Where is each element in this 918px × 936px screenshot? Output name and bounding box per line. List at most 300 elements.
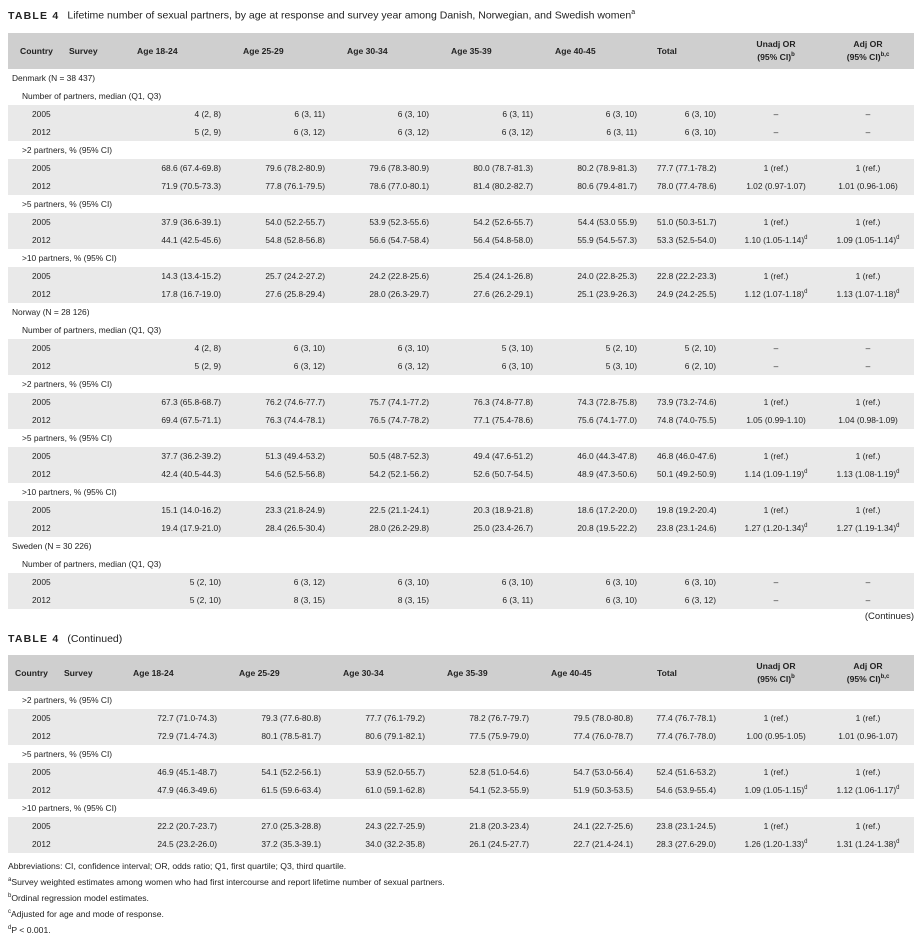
section-label: >10 partners, % (95% CI)	[22, 487, 117, 497]
value-cell: 73.9 (73.2-74.6)	[657, 393, 730, 411]
or-value: 1.09 (1.05-1.15)	[744, 785, 805, 795]
header-country-survey	[8, 33, 137, 69]
value-cell: 6 (3, 12)	[345, 357, 449, 375]
footnote	[8, 921, 445, 936]
header-survey: Survey	[68, 46, 98, 56]
table-row	[8, 465, 914, 483]
continues-note: (Continues)	[864, 611, 914, 622]
section-label: >10 partners, % (95% CI)	[22, 803, 117, 813]
value-cell: 48.9 (47.3-50.6)	[553, 465, 657, 483]
value-cell: 75.7 (74.1-77.2)	[345, 393, 449, 411]
survey-year-cell: 2012	[8, 781, 133, 799]
unadj-or-cell	[730, 177, 822, 195]
or-value: 1.31 (1.24-1.38)	[836, 839, 897, 849]
value-cell: 19.4 (17.9-21.0)	[137, 519, 241, 537]
header-total: Total	[653, 655, 730, 691]
unadj-or-cell	[730, 285, 822, 303]
value-cell: 76.3 (74.8-77.8)	[449, 393, 553, 411]
value-cell: 77.4 (76.7-78.0)	[653, 727, 730, 745]
value-cell: 56.6 (54.7-58.4)	[345, 231, 449, 249]
or-value: 1 (ref.)	[763, 217, 789, 227]
or-value: –	[773, 109, 779, 119]
section-row	[8, 87, 914, 105]
unadj-or-cell	[730, 465, 822, 483]
value-cell: 5 (2, 10)	[553, 339, 657, 357]
value-cell: 78.0 (77.4-78.6)	[657, 177, 730, 195]
section-row	[8, 691, 914, 709]
survey-year-cell: 2005	[8, 763, 133, 781]
value-cell: 44.1 (42.5-45.6)	[137, 231, 241, 249]
table-row	[8, 447, 914, 465]
survey-year-cell: 2005	[8, 447, 137, 465]
survey-year-cell: 2005	[8, 817, 133, 835]
header-age: Age 18-24	[137, 33, 241, 69]
adj-or-cell	[822, 339, 914, 357]
value-cell: 20.3 (18.9-21.8)	[449, 501, 553, 519]
or-value: 1.13 (1.07-1.18)	[836, 289, 897, 299]
or-value: 1 (ref.)	[855, 451, 881, 461]
header-age: Age 40-45	[549, 655, 653, 691]
or-value: 1 (ref.)	[763, 767, 789, 777]
value-cell: 6 (3, 10)	[449, 573, 553, 591]
section-row	[8, 555, 914, 573]
footnote	[8, 859, 445, 873]
country-label: Sweden (N = 30 226)	[12, 541, 92, 551]
footnotes	[8, 859, 445, 936]
table-label: TABLE 4	[8, 633, 60, 645]
header-age: Age 35-39	[445, 655, 549, 691]
or-value: 1 (ref.)	[763, 505, 789, 515]
adj-or-cell	[822, 357, 914, 375]
or-value: 1.05 (0.99-1.10)	[746, 415, 806, 425]
value-cell: 54.6 (52.5-56.8)	[241, 465, 345, 483]
survey-year-cell: 2005	[8, 213, 137, 231]
unadj-or-cell	[730, 573, 822, 591]
survey-year-cell: 2012	[8, 177, 137, 195]
section-row	[8, 321, 914, 339]
adj-or-cell	[822, 285, 914, 303]
survey-year-cell: 2005	[8, 267, 137, 285]
section-label: >10 partners, % (95% CI)	[22, 253, 117, 263]
value-cell: 6 (3, 10)	[657, 123, 730, 141]
table-title-continued	[8, 633, 122, 645]
value-cell: 5 (2, 10)	[137, 573, 241, 591]
adj-or-cell	[822, 159, 914, 177]
adj-or-cell	[822, 817, 914, 835]
value-cell: 74.8 (74.0-75.5)	[657, 411, 730, 429]
value-cell: 42.4 (40.5-44.3)	[137, 465, 241, 483]
value-cell: 76.3 (74.4-78.1)	[241, 411, 345, 429]
survey-year-cell: 2012	[8, 285, 137, 303]
adj-or-cell	[822, 501, 914, 519]
header-total: Total	[657, 33, 730, 69]
footnote-marker: d	[896, 235, 900, 242]
header-adj-or: Adj OR (95% CI)$^{b,c}$	[822, 33, 914, 69]
header-country-survey	[8, 655, 133, 691]
or-value: 1.26 (1.20-1.33)	[744, 839, 805, 849]
table-row	[8, 519, 914, 537]
header-age: Age 25-29	[241, 33, 345, 69]
footnote-marker: d	[896, 289, 900, 296]
footnote-marker: d	[896, 785, 900, 792]
header-age: Age 30-34	[345, 33, 449, 69]
value-cell: 75.6 (74.1-77.0)	[553, 411, 657, 429]
value-cell: 54.8 (52.8-56.8)	[241, 231, 345, 249]
value-cell: 27.0 (25.3-28.8)	[237, 817, 341, 835]
value-cell: 25.4 (24.1-26.8)	[449, 267, 553, 285]
unadj-or-cell	[730, 817, 822, 835]
or-value: 1 (ref.)	[855, 713, 881, 723]
table-row	[8, 213, 914, 231]
or-value: 1 (ref.)	[763, 163, 789, 173]
or-value: 1.27 (1.20-1.34)	[744, 523, 805, 533]
footnote-marker: d	[896, 839, 900, 846]
table-header-row	[8, 33, 914, 69]
section-row	[8, 483, 914, 501]
adj-or-cell	[822, 123, 914, 141]
section-label: Number of partners, median (Q1, Q3)	[22, 559, 162, 569]
or-value: 1 (ref.)	[855, 217, 881, 227]
or-value: 1 (ref.)	[855, 397, 881, 407]
value-cell: 71.9 (70.5-73.3)	[137, 177, 241, 195]
section-row	[8, 249, 914, 267]
value-cell: 6 (3, 12)	[241, 357, 345, 375]
or-value: 1 (ref.)	[855, 505, 881, 515]
value-cell: 52.8 (51.0-54.6)	[445, 763, 549, 781]
value-cell: 5 (2, 10)	[657, 339, 730, 357]
value-cell: 6 (3, 10)	[657, 105, 730, 123]
value-cell: 5 (3, 10)	[553, 357, 657, 375]
unadj-or-cell	[730, 763, 822, 781]
or-value: 1.02 (0.97-1.07)	[746, 181, 806, 191]
value-cell: 25.7 (24.2-27.2)	[241, 267, 345, 285]
section-row	[8, 195, 914, 213]
unadj-or-cell	[730, 709, 822, 727]
value-cell: 55.9 (54.5-57.3)	[553, 231, 657, 249]
footnote-marker: b	[8, 892, 12, 899]
table-row	[8, 501, 914, 519]
value-cell: 24.3 (22.7-25.9)	[341, 817, 445, 835]
footnote-text: Ordinal regression model estimates.	[11, 892, 149, 903]
value-cell: 77.1 (75.4-78.6)	[449, 411, 553, 429]
value-cell: 77.8 (76.1-79.5)	[241, 177, 345, 195]
section-row	[8, 745, 914, 763]
section-row	[8, 375, 914, 393]
value-cell: 15.1 (14.0-16.2)	[137, 501, 241, 519]
value-cell: 46.0 (44.3-47.8)	[553, 447, 657, 465]
value-cell: 23.3 (21.8-24.9)	[241, 501, 345, 519]
survey-year-cell: 2012	[8, 591, 137, 609]
value-cell: 17.8 (16.7-19.0)	[137, 285, 241, 303]
or-value: 1.12 (1.06-1.17)	[836, 785, 897, 795]
adj-or-cell	[822, 709, 914, 727]
value-cell: 22.7 (21.4-24.1)	[549, 835, 653, 853]
value-cell: 5 (3, 10)	[449, 339, 553, 357]
value-cell: 6 (2, 10)	[657, 357, 730, 375]
or-value: 1 (ref.)	[855, 271, 881, 281]
value-cell: 56.4 (54.8-58.0)	[449, 231, 553, 249]
adj-or-cell	[822, 267, 914, 285]
value-cell: 80.2 (78.9-81.3)	[553, 159, 657, 177]
value-cell: 72.7 (71.0-74.3)	[133, 709, 237, 727]
unadj-or-cell	[730, 501, 822, 519]
value-cell: 50.5 (48.7-52.3)	[345, 447, 449, 465]
adj-or-cell	[822, 727, 914, 745]
section-row	[8, 429, 914, 447]
value-cell: 69.4 (67.5-71.1)	[137, 411, 241, 429]
value-cell: 77.4 (76.0-78.7)	[549, 727, 653, 745]
country-row	[8, 303, 914, 321]
title-footnote-marker: a	[631, 9, 636, 16]
country-row	[8, 69, 914, 87]
value-cell: 78.2 (76.7-79.7)	[445, 709, 549, 727]
value-cell: 79.3 (77.6-80.8)	[237, 709, 341, 727]
or-value: 1.01 (0.96-1.07)	[838, 731, 898, 741]
value-cell: 6 (3, 11)	[449, 591, 553, 609]
adj-or-cell	[822, 105, 914, 123]
unadj-or-cell	[730, 591, 822, 609]
or-value: 1.12 (1.07-1.18)	[744, 289, 805, 299]
unadj-or-cell	[730, 267, 822, 285]
header-country: Country	[20, 46, 53, 56]
footnote	[8, 889, 445, 905]
value-cell: 80.1 (78.5-81.7)	[237, 727, 341, 745]
or-value: 1.10 (1.05-1.14)	[744, 235, 805, 245]
value-cell: 24.1 (22.7-25.6)	[549, 817, 653, 835]
value-cell: 6 (3, 10)	[553, 105, 657, 123]
value-cell: 80.0 (78.7-81.3)	[449, 159, 553, 177]
value-cell: 76.2 (74.6-77.7)	[241, 393, 345, 411]
table-label: TABLE 4	[8, 9, 60, 22]
table-title	[8, 9, 635, 22]
value-cell: 22.2 (20.7-23.7)	[133, 817, 237, 835]
adj-or-cell	[822, 177, 914, 195]
adj-or-cell	[822, 591, 914, 609]
footnote-text: Adjusted for age and mode of response.	[11, 908, 164, 919]
value-cell: 6 (3, 11)	[553, 123, 657, 141]
footnote-marker: d	[896, 469, 900, 476]
adj-or-cell	[822, 447, 914, 465]
header-age: Age 35-39	[449, 33, 553, 69]
table-caption: Lifetime number of sexual partners, by age at response and survey year among Danish, Norwegian, and Swedish women	[67, 9, 632, 22]
survey-year-cell: 2012	[8, 465, 137, 483]
survey-year-cell: 2005	[8, 105, 137, 123]
unadj-or-cell	[730, 159, 822, 177]
adj-or-cell	[822, 393, 914, 411]
value-cell: 54.0 (52.2-55.7)	[241, 213, 345, 231]
value-cell: 52.4 (51.6-53.2)	[653, 763, 730, 781]
value-cell: 61.0 (59.1-62.8)	[341, 781, 445, 799]
value-cell: 54.4 (53.0 55.9)	[553, 213, 657, 231]
value-cell: 46.9 (45.1-48.7)	[133, 763, 237, 781]
section-label: >2 partners, % (95% CI)	[22, 379, 113, 389]
value-cell: 26.1 (24.5-27.7)	[445, 835, 549, 853]
value-cell: 4 (2, 8)	[137, 105, 241, 123]
table-row	[8, 835, 914, 853]
header-unadj-or: Unadj OR (95% CI)$^b$	[730, 33, 822, 69]
value-cell: 68.6 (67.4-69.8)	[137, 159, 241, 177]
value-cell: 6 (3, 10)	[241, 339, 345, 357]
value-cell: 6 (3, 12)	[241, 123, 345, 141]
survey-year-cell: 2012	[8, 519, 137, 537]
or-value: 1 (ref.)	[763, 713, 789, 723]
section-label: >5 partners, % (95% CI)	[22, 749, 113, 759]
value-cell: 54.1 (52.3-55.9)	[445, 781, 549, 799]
or-value: 1.01 (0.96-1.06)	[838, 181, 898, 191]
country-label: Denmark (N = 38 437)	[12, 73, 96, 83]
value-cell: 28.0 (26.2-29.8)	[345, 519, 449, 537]
unadj-or-cell	[730, 835, 822, 853]
data-table-continued	[8, 655, 914, 853]
value-cell: 53.9 (52.0-55.7)	[341, 763, 445, 781]
value-cell: 72.9 (71.4-74.3)	[133, 727, 237, 745]
footnote-marker: d	[804, 839, 808, 846]
value-cell: 23.8 (23.1-24.5)	[653, 817, 730, 835]
or-value: –	[865, 109, 871, 119]
footnote-marker: d	[804, 785, 808, 792]
table-row	[8, 393, 914, 411]
footnote-marker: c	[8, 908, 11, 915]
value-cell: 53.3 (52.5-54.0)	[657, 231, 730, 249]
table-row	[8, 357, 914, 375]
survey-year-cell: 2005	[8, 393, 137, 411]
data-table	[8, 33, 914, 609]
value-cell: 67.3 (65.8-68.7)	[137, 393, 241, 411]
value-cell: 5 (2, 10)	[137, 591, 241, 609]
survey-year-cell: 2012	[8, 231, 137, 249]
value-cell: 74.3 (72.8-75.8)	[553, 393, 657, 411]
or-value: 1 (ref.)	[763, 397, 789, 407]
value-cell: 4 (2, 8)	[137, 339, 241, 357]
or-value: 1.04 (0.98-1.09)	[838, 415, 898, 425]
value-cell: 54.1 (52.2-56.1)	[237, 763, 341, 781]
survey-year-cell: 2005	[8, 709, 133, 727]
section-row	[8, 141, 914, 159]
value-cell: 80.6 (79.1-82.1)	[341, 727, 445, 745]
table-row	[8, 177, 914, 195]
table-row	[8, 159, 914, 177]
or-value: 1.14 (1.09-1.19)	[744, 469, 805, 479]
survey-year-cell: 2005	[8, 501, 137, 519]
value-cell: 6 (3, 10)	[345, 339, 449, 357]
value-cell: 23.8 (23.1-24.6)	[657, 519, 730, 537]
survey-year-cell: 2012	[8, 357, 137, 375]
value-cell: 6 (3, 12)	[345, 123, 449, 141]
value-cell: 5 (2, 9)	[137, 357, 241, 375]
section-row	[8, 799, 914, 817]
or-value: 1.27 (1.19-1.34)	[836, 523, 897, 533]
adj-or-cell	[822, 231, 914, 249]
adj-or-cell	[822, 573, 914, 591]
value-cell: 18.6 (17.2-20.0)	[553, 501, 657, 519]
or-value: 1 (ref.)	[763, 821, 789, 831]
unadj-or-cell	[730, 393, 822, 411]
value-cell: 79.5 (78.0-80.8)	[549, 709, 653, 727]
unadj-or-cell	[730, 411, 822, 429]
or-value: 1 (ref.)	[855, 821, 881, 831]
table-row	[8, 267, 914, 285]
value-cell: 51.9 (50.3-53.5)	[549, 781, 653, 799]
value-cell: 28.4 (26.5-30.4)	[241, 519, 345, 537]
table-caption: (Continued)	[67, 633, 123, 645]
value-cell: 49.4 (47.6-51.2)	[449, 447, 553, 465]
unadj-or-cell	[730, 339, 822, 357]
value-cell: 50.1 (49.2-50.9)	[657, 465, 730, 483]
value-cell: 28.3 (27.6-29.0)	[653, 835, 730, 853]
value-cell: 24.5 (23.2-26.0)	[133, 835, 237, 853]
value-cell: 22.8 (22.2-23.3)	[657, 267, 730, 285]
value-cell: 6 (3, 10)	[345, 573, 449, 591]
table-row	[8, 105, 914, 123]
footnote-marker: d	[804, 235, 808, 242]
survey-year-cell: 2012	[8, 727, 133, 745]
footnote-marker: d	[8, 924, 12, 931]
table-row	[8, 231, 914, 249]
adj-or-cell	[822, 519, 914, 537]
value-cell: 5 (2, 9)	[137, 123, 241, 141]
table-header-row	[8, 655, 914, 691]
or-value: –	[865, 595, 871, 605]
unadj-or-cell	[730, 357, 822, 375]
value-cell: 76.5 (74.7-78.2)	[345, 411, 449, 429]
value-cell: 79.6 (78.2-80.9)	[241, 159, 345, 177]
value-cell: 77.4 (76.7-78.1)	[653, 709, 730, 727]
footnote-text: Survey weighted estimates among women who had first intercourse and report lifetime number of sexual partners.	[11, 876, 445, 887]
table-row	[8, 727, 914, 745]
value-cell: 61.5 (59.6-63.4)	[237, 781, 341, 799]
value-cell: 54.2 (52.6-55.7)	[449, 213, 553, 231]
value-cell: 21.8 (20.3-23.4)	[445, 817, 549, 835]
unadj-or-cell	[730, 213, 822, 231]
value-cell: 78.6 (77.0-80.1)	[345, 177, 449, 195]
header-age: Age 25-29	[237, 655, 341, 691]
value-cell: 8 (3, 15)	[345, 591, 449, 609]
adj-or-cell	[822, 781, 914, 799]
table-row	[8, 709, 914, 727]
header-unadj-or: Unadj OR (95% CI)$^b$	[730, 655, 822, 691]
unadj-or-cell	[730, 727, 822, 745]
value-cell: 52.6 (50.7-54.5)	[449, 465, 553, 483]
or-value: 1.00 (0.95-1.05)	[746, 731, 806, 741]
or-value: –	[773, 595, 779, 605]
or-value: 1 (ref.)	[763, 271, 789, 281]
footnote-text: Abbreviations: CI, confidence interval; OR, odds ratio; Q1, first quartile; Q3, third quartile.	[8, 861, 347, 871]
table-row	[8, 339, 914, 357]
value-cell: 6 (3, 12)	[241, 573, 345, 591]
table-row	[8, 285, 914, 303]
value-cell: 34.0 (32.2-35.8)	[341, 835, 445, 853]
value-cell: 37.2 (35.3-39.1)	[237, 835, 341, 853]
header-age: Age 30-34	[341, 655, 445, 691]
value-cell: 6 (3, 12)	[657, 591, 730, 609]
table-row	[8, 781, 914, 799]
value-cell: 6 (3, 10)	[553, 591, 657, 609]
footnote	[8, 873, 445, 889]
value-cell: 77.7 (77.1-78.2)	[657, 159, 730, 177]
footnote-marker: d	[804, 523, 808, 530]
footnote-marker: d	[896, 523, 900, 530]
section-label: >2 partners, % (95% CI)	[22, 145, 113, 155]
adj-or-cell	[822, 411, 914, 429]
section-label: >5 partners, % (95% CI)	[22, 433, 113, 443]
value-cell: 77.5 (75.9-79.0)	[445, 727, 549, 745]
adj-or-cell	[822, 835, 914, 853]
value-cell: 28.0 (26.3-29.7)	[345, 285, 449, 303]
unadj-or-cell	[730, 447, 822, 465]
survey-year-cell: 2012	[8, 411, 137, 429]
value-cell: 6 (3, 10)	[449, 357, 553, 375]
header-age: Age 18-24	[133, 655, 237, 691]
